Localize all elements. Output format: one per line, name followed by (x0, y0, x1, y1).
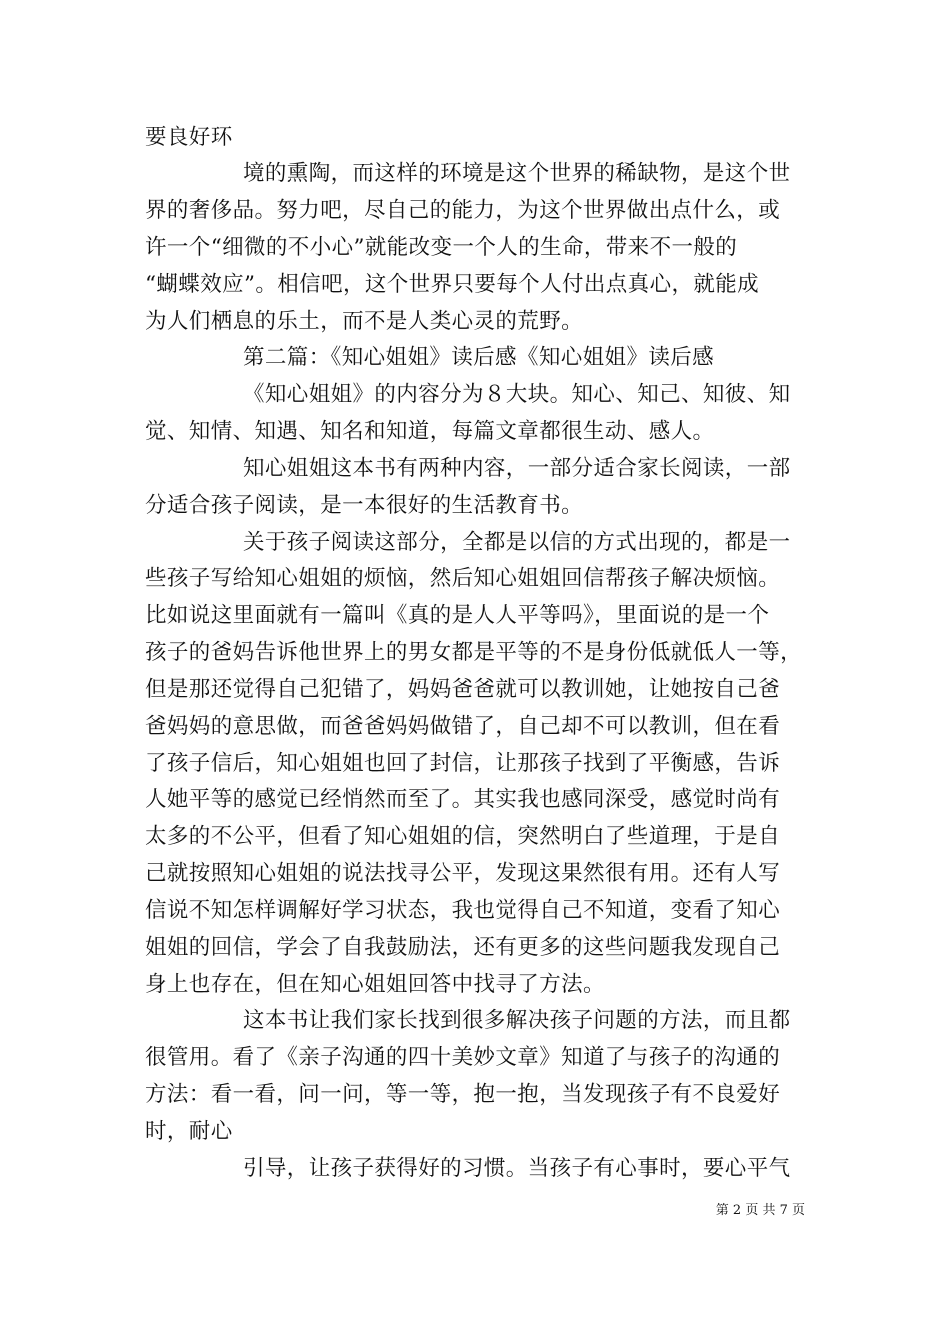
text-line: 方法：看一看，问一问，等一等，抱一抱，当发现孩子有不良爱好 (145, 1082, 781, 1107)
text-line: 爸妈妈的意思做，而爸爸妈妈做错了，自己却不可以教训，但在看 (145, 714, 781, 739)
text-line: 比如说这里面就有一篇叫《真的是人人平等吗》，里面说的是一个 (145, 603, 770, 628)
text-line: 但是那还觉得自己犯错了，妈妈爸爸就可以教训她，让她按自己爸 (145, 677, 781, 702)
text-line: 为人们栖息的乐土，而不是人类心灵的荒野。 (145, 309, 584, 334)
text-line: “蝴蝶效应”。相信吧，这个世界只要每个人付出点真心，就能成 (145, 272, 760, 297)
text-line: 知心姐姐这本书有两种内容，一部分适合家长阅读，一部 (243, 456, 791, 481)
text-line: 些孩子写给知心姐姐的烦恼，然后知心姐姐回信帮孩子解决烦恼。 (145, 566, 781, 591)
text-line: 界的奢侈品。努力吧，尽自己的能力，为这个世界做出点什么，或 (145, 198, 781, 223)
text-line: 觉、知情、知遇、知名和知道，每篇文章都很生动、感人。 (145, 419, 715, 444)
text-line: 境的熏陶，而这样的环境是这个世界的稀缺物，是这个世 (243, 161, 791, 186)
text-line: 孩子的爸妈告诉他世界上的男女都是平等的不是身份低就低人一等， (145, 640, 803, 665)
text-line: 要良好环 (145, 125, 233, 150)
text-line: 很管用。看了《亲子沟通的四十美妙文章》知道了与孩子的沟通的 (145, 1045, 781, 1070)
text-line: 引导，让孩子获得好的习惯。当孩子有心事时，要心平气 (243, 1156, 791, 1181)
text-line: 身上也存在，但在知心姐姐回答中找寻了方法。 (145, 972, 605, 997)
text-line: 时，耐心 (145, 1119, 233, 1144)
text-line: 《知心姐姐》的内容分为８大块。知心、知己、知彼、知 (243, 382, 791, 407)
text-line: 了孩子信后，知心姐姐也回了封信，让那孩子找到了平衡感，告诉 (145, 751, 781, 776)
text-line: 太多的不公平，但看了知心姐姐的信，突然明白了些道理，于是自 (145, 824, 781, 849)
text-line: 分适合孩子阅读，是一本很好的生活教育书。 (145, 493, 584, 518)
text-line: 己就按照知心姐姐的说法找寻公平，发现这果然很有用。还有人写 (145, 861, 781, 886)
section-heading: 第二篇：《知心姐姐》读后感《知心姐姐》读后感 (243, 345, 715, 370)
text-line: 许一个“细微的不小心”就能改变一个人的生命，带来不一般的 (145, 235, 738, 260)
page-number: 第 2 页 共 7 页 (715, 1203, 805, 1218)
text-line: 这本书让我们家长找到很多解决孩子问题的方法，而且都 (243, 1008, 791, 1033)
text-line: 人她平等的感觉已经悄然而至了。其实我也感同深受，感觉时尚有 (145, 787, 781, 812)
text-line: 关于孩子阅读这部分，全都是以信的方式出现的，都是一 (243, 530, 791, 555)
text-line: 姐姐的回信，学会了自我鼓励法，还有更多的这些问题我发现自己 (145, 935, 781, 960)
text-line: 信说不知怎样调解好学习状态，我也觉得自己不知道，变看了知心 (145, 898, 781, 923)
